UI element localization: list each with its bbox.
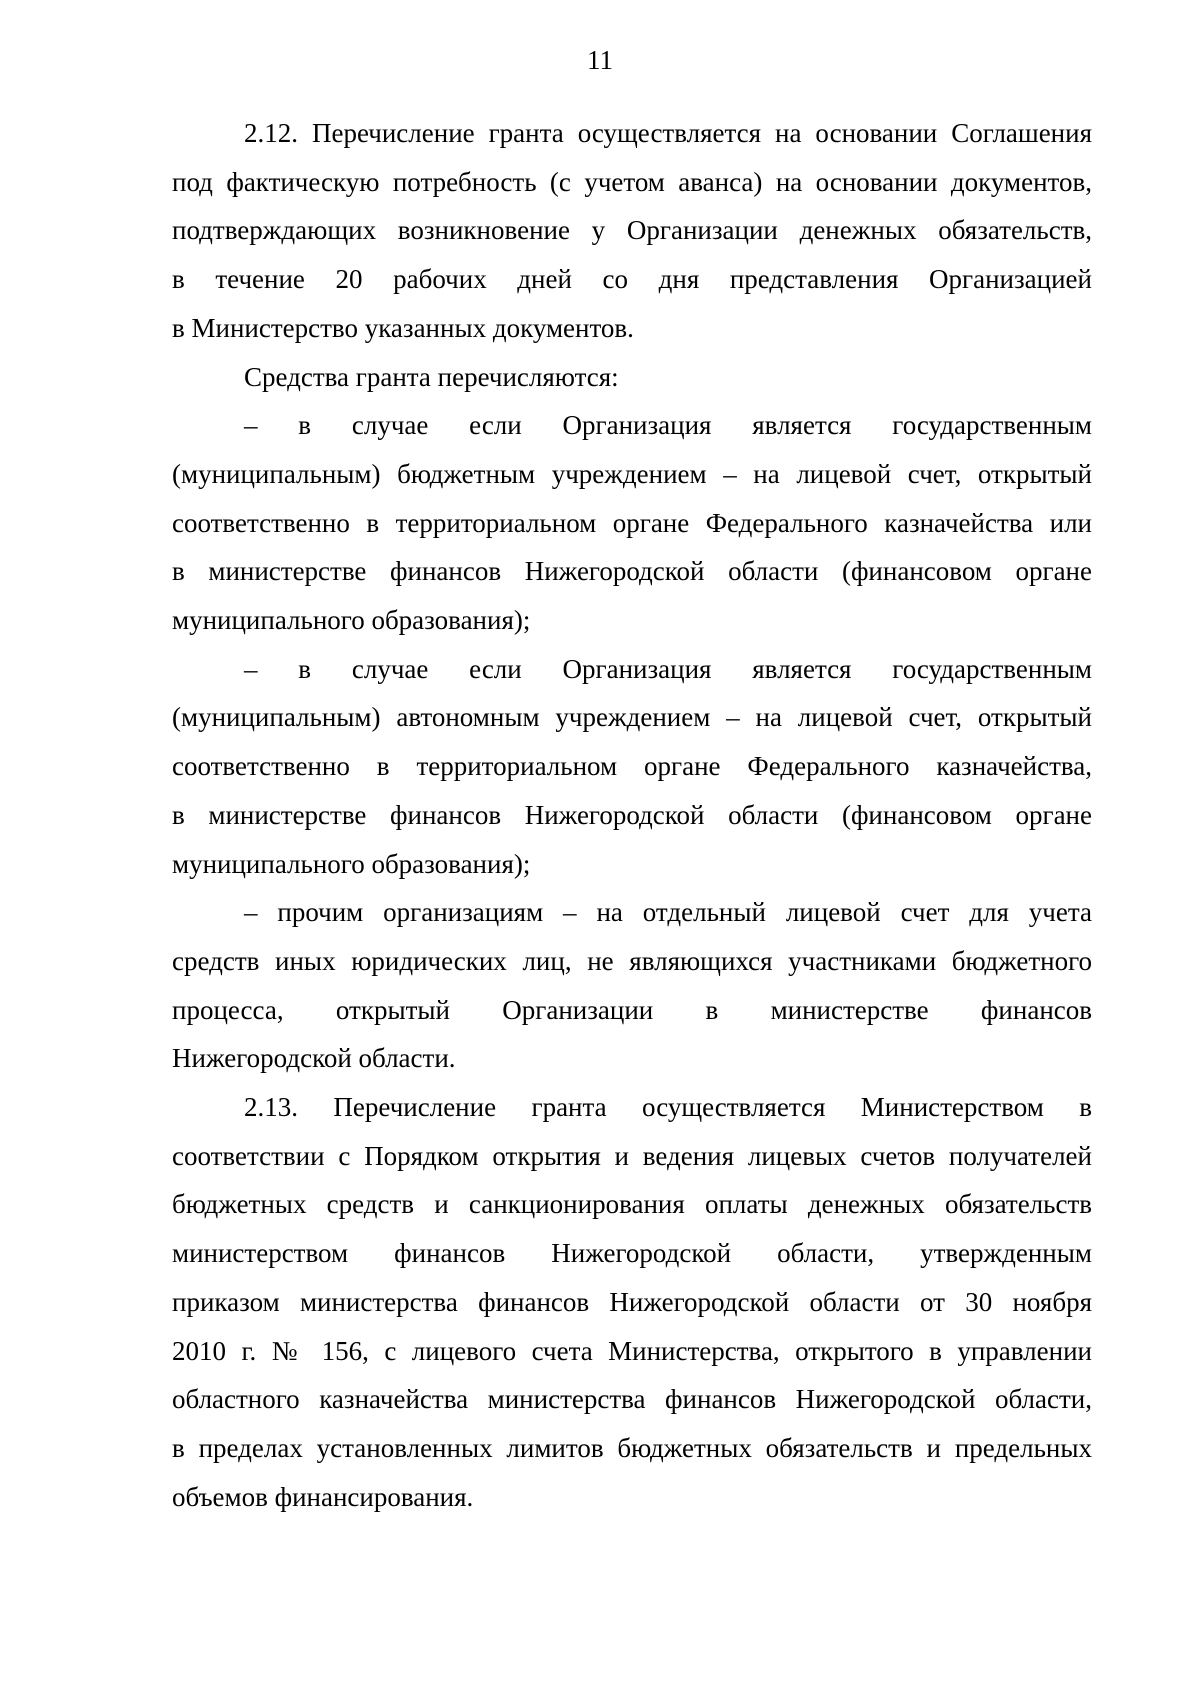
text-line: соответствии с Порядком открытия и ведения лицевых счетов получателей [172,1140,1092,1171]
text-line: Нижегородской области. [172,1043,456,1074]
paragraph-budget-institution [172,401,1092,645]
paragraph-other-organizations [172,888,1092,1083]
text-line: в министерстве финансов Нижегородской области (финансовом органе [172,799,1092,830]
document-body [172,109,1092,1521]
text-line: в течение 20 рабочих дней со дня представления Организацией [172,264,1092,295]
text-line: – прочим организациям – на отдельный лицевой счет для учета [244,897,1092,928]
text-line: подтверждающих возникновение у Организации денежных обязательств, [172,215,1092,246]
text-line: в министерстве финансов Нижегородской области (финансовом органе [172,556,1092,587]
text-line: процесса, открытый Организации в министерстве финансов [172,994,1092,1025]
text-line: 2.13. Перечисление гранта осуществляется Министерством в [244,1092,1092,1123]
text-line: 2.12. Перечисление гранта осуществляется на основании Соглашения [244,118,1092,148]
text-line: (муниципальным) бюджетным учреждением – на лицевой счет, открытый [172,458,1092,489]
page-number: 11 [587,45,613,75]
text-line: муниципального образования); [172,848,531,879]
text-line: областного казначейства министерства финансов Нижегородской области, [172,1384,1092,1415]
paragraph-autonomous-institution [172,645,1092,889]
text-line: муниципального образования); [172,605,531,636]
text-line: – в случае если Организация является государственным [244,410,1092,441]
text-line: в Министерство указанных документов. [172,312,634,343]
text-line: под фактическую потребность (с учетом аванса) на основании документов, [172,166,1092,197]
text-line: соответственно в территориальном органе Федерального казначейства, [172,751,1092,782]
text-line: бюджетных средств и санкционирования оплаты денежных обязательств [172,1189,1092,1220]
text-line: Средства гранта перечисляются: [244,361,619,392]
text-line: в пределах установленных лимитов бюджетных обязательств и предельных [172,1432,1092,1463]
paragraph-funds-transfer [172,353,1092,402]
text-line: приказом министерства финансов Нижегородской области от 30 ноября [172,1286,1092,1317]
text-line: соответственно в территориальном органе Федерального казначейства или [172,507,1092,538]
paragraph-2-12 [172,109,1092,353]
text-line: средств иных юридических лиц, не являющихся участниками бюджетного [172,945,1092,976]
text-line: объемов финансирования. [172,1481,474,1512]
text-line: – в случае если Организация является государственным [244,653,1092,684]
text-line: 2010 г. № 156, с лицевого счета Министерства, открытого в управлении [172,1335,1092,1366]
text-line: (муниципальным) автономным учреждением – на лицевой счет, открытый [172,702,1092,733]
paragraph-2-13 [172,1083,1092,1521]
text-line: министерством финансов Нижегородской области, утвержденным [172,1238,1092,1269]
